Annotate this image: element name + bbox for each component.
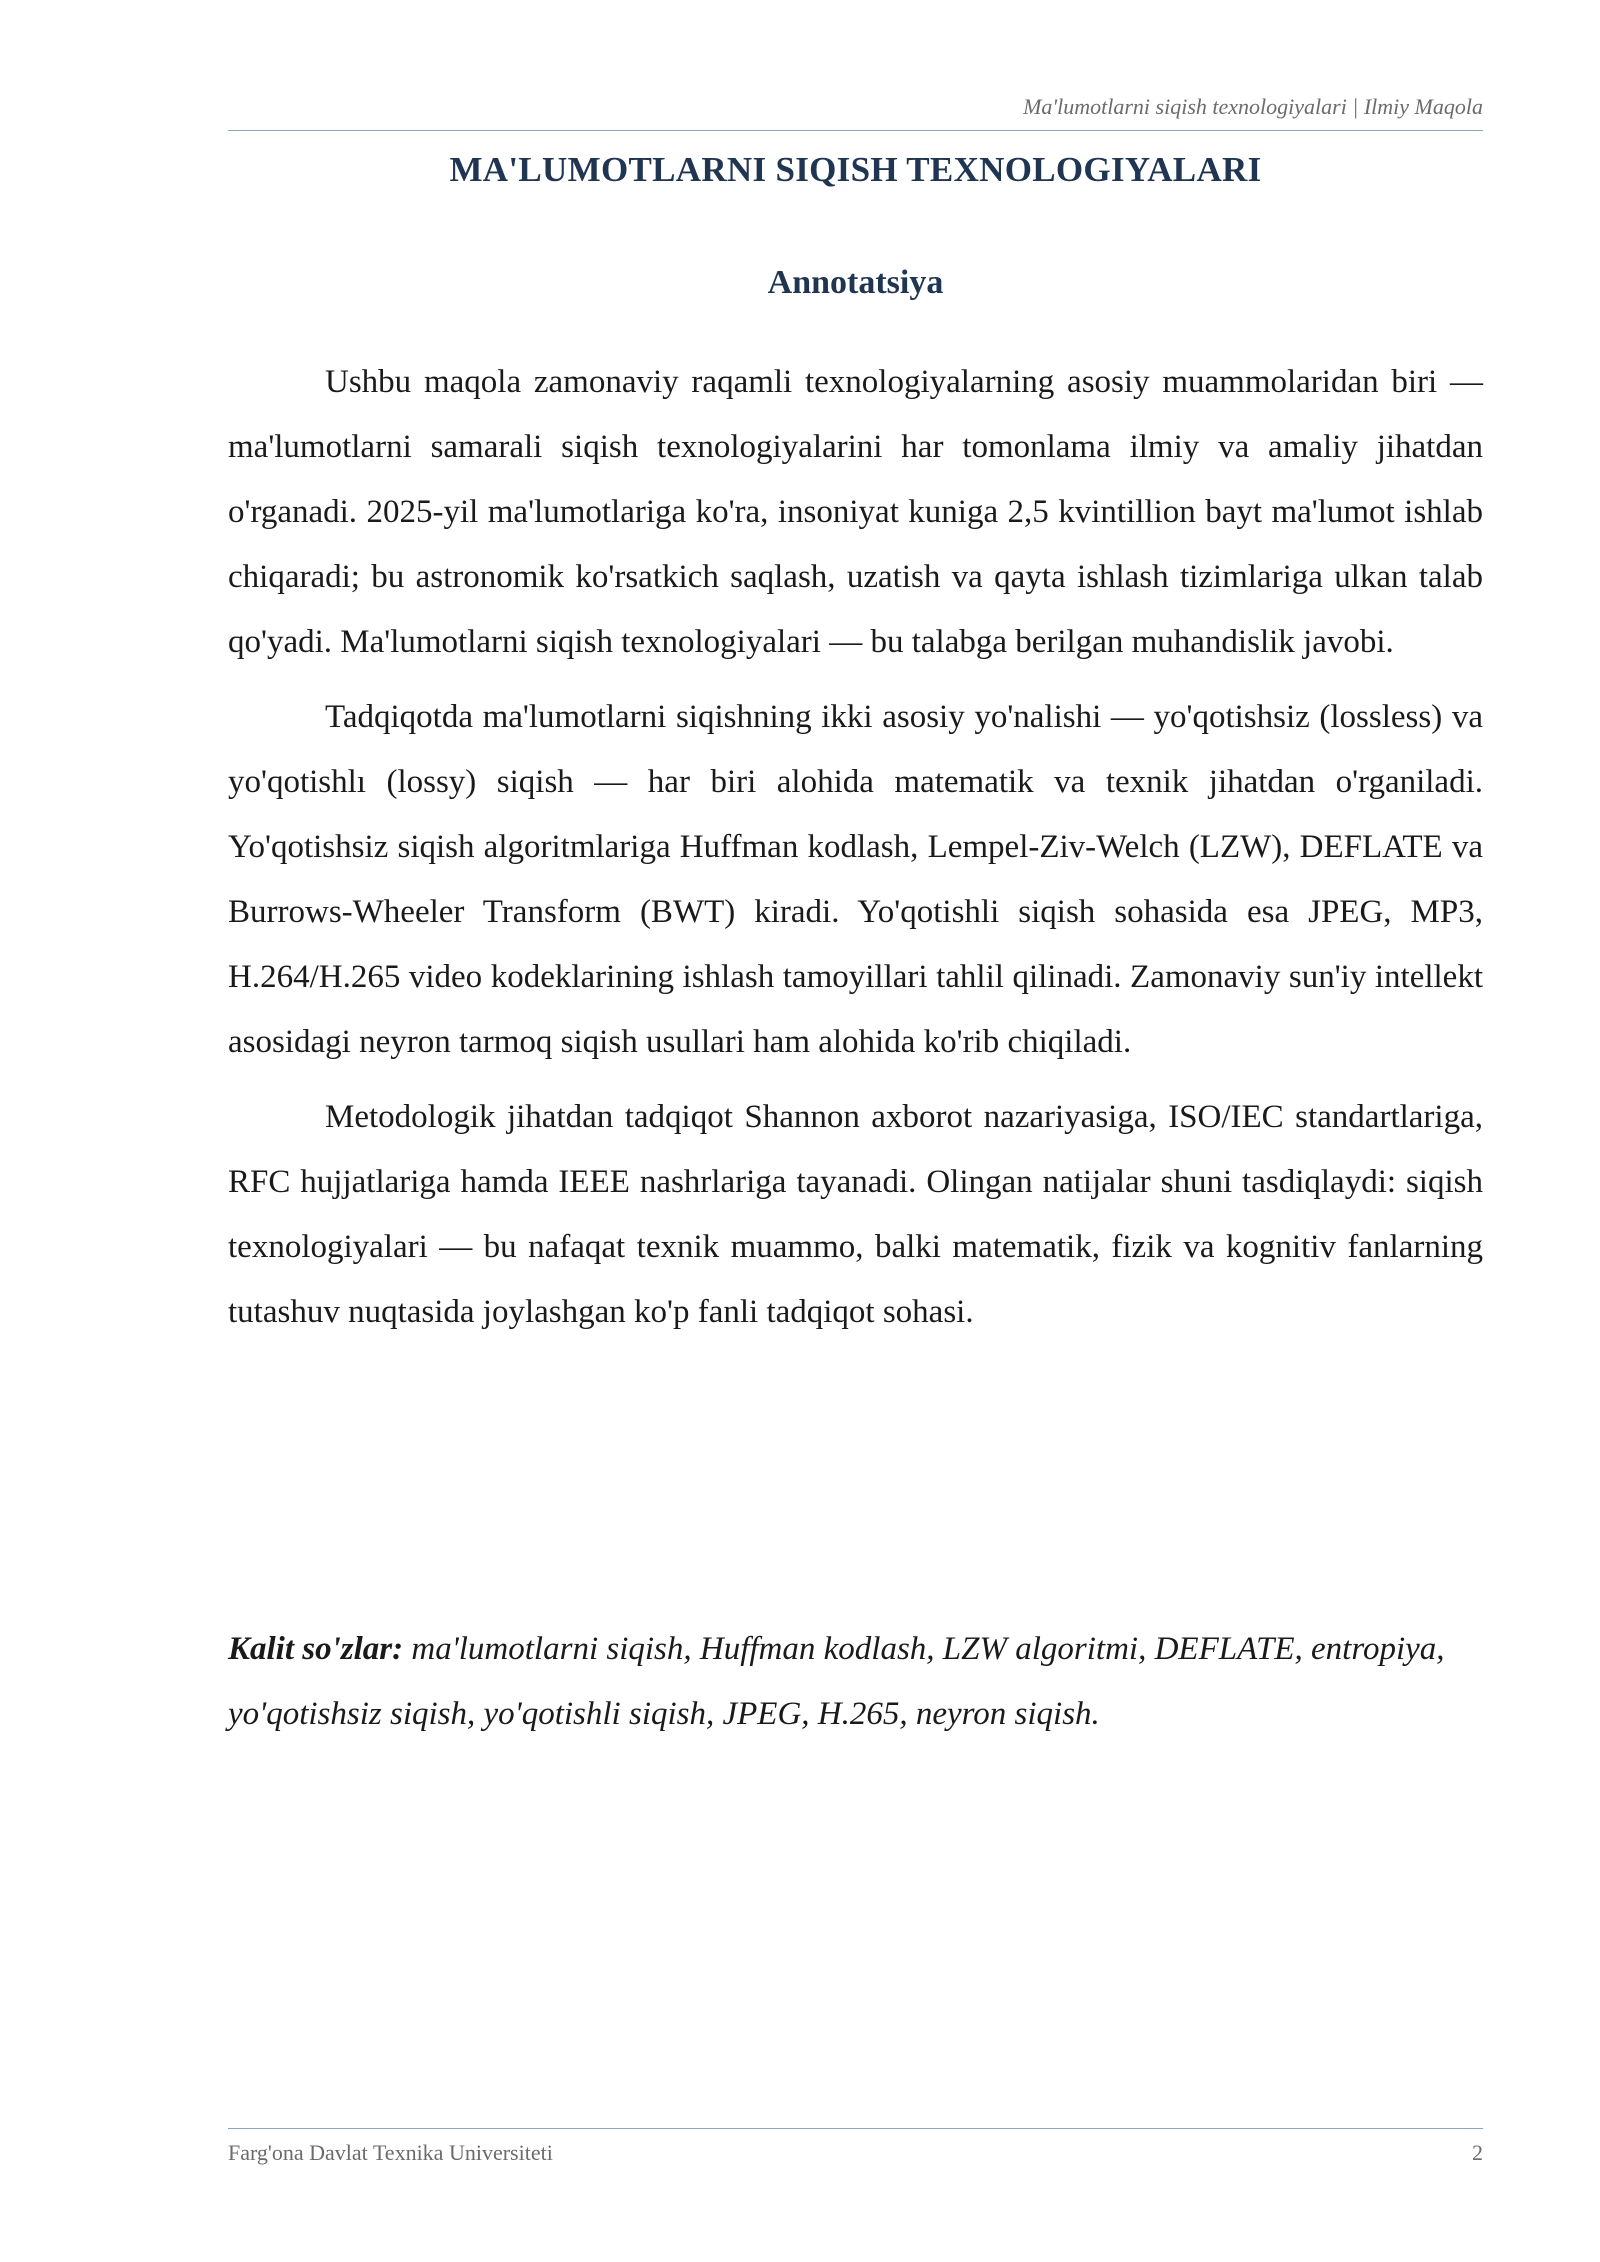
running-header: Ma'lumotlarni siqish texnologiyalari | Ilmiy Maqola — [1023, 94, 1483, 119]
header-divider — [228, 130, 1483, 131]
page-number: 2 — [1472, 2140, 1483, 2165]
keywords-label: Kalit so'zlar: — [228, 1631, 404, 1667]
footer-divider — [228, 2128, 1483, 2129]
abstract-body — [228, 350, 1483, 1355]
keywords-list: ma'lumotlarni siqish, Huffman kodlash, LZW algoritmi, DEFLATE, entropiya, yo'qotishsiz siqish, yo'qotishli siqish, JPEG, H.265, neyron siqish. — [228, 1631, 1445, 1732]
abstract-paragraph-2: Tadqiqotda ma'lumotlarni siqishning ikki asosiy yo'nalishi — yo'qotishsiz (lossless) va yo'qotishlı (lossy) siqish — har biri alohida matematik va texnik jihatdan o'rganiladi. Yo'qotishsiz siqish algoritmlariga Huffman kodlash, Lempel-Ziv-Welch (LZW), DEFLATE va Burrows-Wheeler Transform (BWT) kiradi. Yo'qotishli siqish sohasida esa JPEG, MP3, H.264/H.265 video kodeklarining ishlash tamoyillari tahlil qilinadi. Zamonaviy sun'iy intellekt asosidagi neyron tarmoq siqish usullari ham alohida ko'rib chiqiladi. — [228, 699, 1483, 1060]
document-title: MA'LUMOTLARNI SIQISH TEXNOLOGIYALARI — [449, 150, 1262, 189]
section-heading-abstract: Annotatsiya — [767, 264, 944, 301]
footer-institution: Farg'ona Davlat Texnika Universiteti — [228, 2140, 553, 2165]
abstract-paragraph-3: Metodologik jihatdan tadqiqot Shannon axborot nazariyasiga, ISO/IEC standartlariga, RFC hujjatlariga hamda IEEE nashrlariga tayanadi. Olingan natijalar shuni tasdiqlaydi: siqish texnologiyalari — bu nafaqat texnik muammo, balki matematik, fizik va kognitiv fanlarning tutashuv nuqtasida joylashgan ko'p fanli tadqiqot sohasi. — [228, 1099, 1483, 1330]
keywords-block — [228, 1617, 1483, 1747]
abstract-paragraph-1: Ushbu maqola zamonaviy raqamli texnologiyalarning asosiy muammolaridan biri — ma'lumotlarni samarali siqish texnologiyalarini har tomonlama ilmiy va amaliy jihatdan o'rganadi. 2025-yil ma'lumotlariga ko'ra, insoniyat kuniga 2,5 kvintillion bayt ma'lumot ishlab chiqaradi; bu astronomik ko'rsatkich saqlash, uzatish va qayta ishlash tizimlariga ulkan talab qo'yadi. Ma'lumotlarni siqish texnologiyalari — bu talabga berilgan muhandislik javobi. — [228, 364, 1483, 660]
